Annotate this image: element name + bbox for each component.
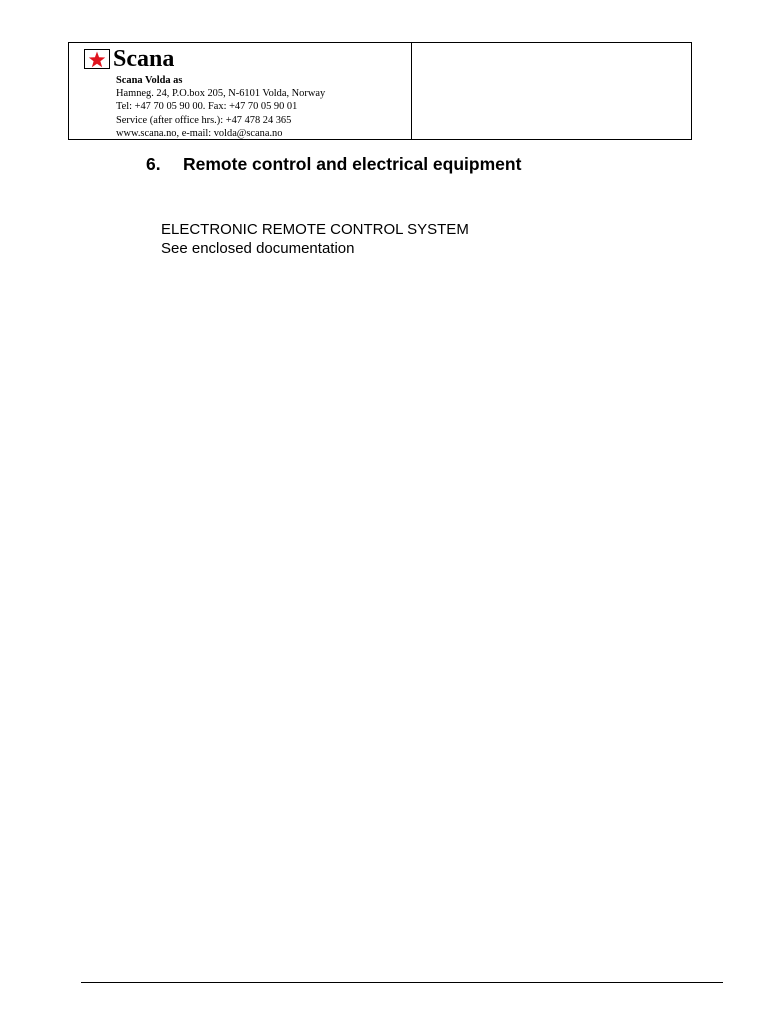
section-number: 6. <box>146 154 161 174</box>
company-web-email: www.scana.no, e-mail: volda@scana.no <box>116 127 283 139</box>
company-info <box>116 74 325 140</box>
star-icon <box>84 49 110 69</box>
letterhead-company-cell <box>69 43 412 139</box>
company-service: Service (after office hrs.): +47 478 24 365 <box>116 114 292 126</box>
body-line-system: ELECTRONIC REMOTE CONTROL SYSTEM <box>161 221 469 238</box>
section-heading <box>146 153 521 175</box>
footer-divider <box>81 982 723 983</box>
section-title: Remote control and electrical equipment <box>183 154 522 174</box>
company-logo <box>84 47 174 71</box>
company-address: Hamneg. 24, P.O.box 205, N-6101 Volda, Norway <box>116 88 326 100</box>
company-phone-fax: Tel: +47 70 05 90 00. Fax: +47 70 05 90 01 <box>116 101 298 113</box>
letterhead-empty-cell <box>412 43 691 139</box>
logo-text: Scana <box>113 46 175 72</box>
letterhead-box <box>68 42 692 140</box>
body-line-documentation: See enclosed documentation <box>161 239 355 257</box>
section-body <box>161 221 469 258</box>
company-name: Scana Volda as <box>116 75 183 86</box>
